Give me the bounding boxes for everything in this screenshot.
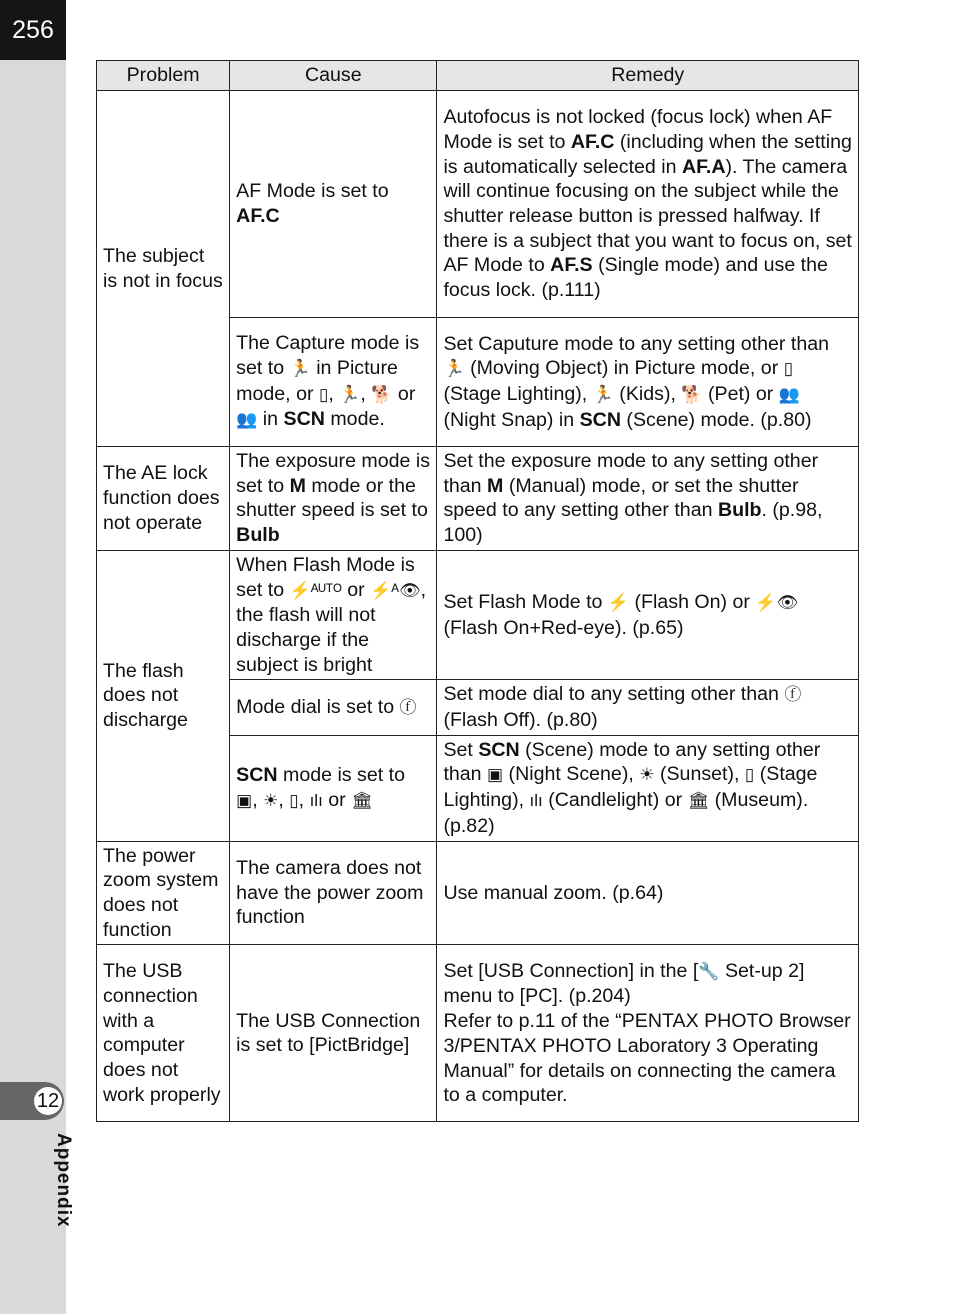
stage-lighting-icon: ▯ (318, 384, 329, 404)
problem-focus: The subject is not in focus (97, 91, 230, 447)
scn-icon: SCN (478, 738, 520, 761)
scn-icon: SCN (283, 408, 325, 431)
table-header-row (97, 61, 859, 91)
stage-lighting-icon: ▯ (289, 790, 299, 810)
m-mode-icon: M (289, 474, 306, 497)
af-c-icon: AF.C (236, 205, 280, 227)
problem-usb: The USB connection with a computer does not work properly (97, 945, 230, 1122)
kids-icon: 🏃 (339, 384, 361, 404)
page-number: 256 (0, 0, 66, 60)
remedy-exposure-mode: Set the exposure mode to any setting other than M (Manual) mode, or set the shutter speed to any setting other than Bulb. (p.98, 100) (437, 447, 859, 551)
table-row (97, 945, 859, 1122)
remedy-scn-mode: Set SCN (Scene) mode to any setting other than ▣ (Night Scene), ☀ (Sunset), ▯ (Stage Lighting), ılı (Candlelight) or 🏛 (Museum). (p.82) (437, 735, 859, 841)
stage-lighting-icon: ▯ (744, 765, 755, 785)
night-snap-icon: 👥 (778, 385, 800, 404)
flash-off-icon: ⓕ (399, 697, 417, 717)
header-problem: Problem (97, 61, 230, 91)
remedy-mode-dial: Set mode dial to any setting other than ⓕ (Flash Off). (p.80) (437, 680, 859, 735)
night-scene-icon: ▣ (236, 790, 253, 810)
remedy-focus: Autofocus is not locked (focus lock) when AF Mode is set to AF.C (including when the setting is automatically selected in AF.A). The camera will continue focusing on the subject while the shutter release button is pressed halfway. If there is a subject that you want to focus on, set AF Mode to AF.S (Single mode) and use the focus lock. (p.111) (437, 91, 859, 318)
pet-icon: 🐕 (371, 384, 393, 404)
table-row (97, 447, 859, 551)
moving-object-icon: 🏃 (289, 358, 311, 378)
candlelight-icon: ılı (309, 790, 323, 810)
remedy-flash-mode: Set Flash Mode to ⚡ (Flash On) or ⚡👁 (Flash On+Red-eye). (p.65) (437, 550, 859, 680)
table-row (97, 91, 859, 318)
moving-object-icon: 🏃 (443, 359, 465, 379)
cause-scn-mode: SCN mode is set to ▣, ☀, ▯, ılı or 🏛 (230, 735, 437, 841)
af-s-icon: AF.S (550, 254, 593, 277)
remedy-capture-mode: Set Caputure mode to any setting other than 🏃 (Moving Object) in Picture mode, or ▯ (Stage Lighting), 🏃 (Kids), 🐕 (Pet) or 👥 (Night Snap) in SCN (Scene) mode. (p.80) (437, 318, 859, 447)
cause-exposure-mode: The exposure mode is set to M mode or the shutter speed is set to Bulb (230, 447, 437, 551)
remedy-power-zoom: Use manual zoom. (p.64) (437, 841, 859, 945)
problem-ae-lock: The AE lock function does not operate (97, 447, 230, 551)
cause-capture-mode: The Capture mode is set to 🏃 in Picture mode, or ▯, 🏃, 🐕 or 👥 in SCN mode. (230, 318, 437, 447)
table-row (97, 841, 859, 945)
stage-lighting-icon: ▯ (783, 359, 794, 379)
cause-usb: The USB Connection is set to [PictBridge] (230, 945, 437, 1122)
kids-icon: 🏃 (592, 385, 614, 404)
pet-icon: 🐕 (681, 385, 703, 404)
museum-icon: 🏛 (687, 791, 710, 811)
flash-on-icon: ⚡ (607, 592, 630, 612)
bulb-icon: Bulb (717, 499, 762, 522)
table-row (97, 550, 859, 680)
auto-flash-icon: ⚡ᴬᵁᵀᴼ (289, 580, 342, 600)
scn-icon: SCN (579, 408, 621, 431)
auto-flash-redeye-icon: ⚡ᴬ👁 (370, 580, 421, 600)
sunset-icon: ☀ (263, 790, 279, 810)
sunset-icon: ☀ (639, 765, 655, 785)
troubleshooting-table (96, 60, 859, 1122)
cause-power-zoom: The camera does not have the power zoom function (230, 841, 437, 945)
problem-power-zoom: The power zoom system does not function (97, 841, 230, 945)
m-mode-icon: M (487, 474, 504, 497)
night-scene-icon: ▣ (487, 765, 504, 785)
flash-on-redeye-icon: ⚡👁 (755, 592, 799, 612)
cause-mode-dial: Mode dial is set to ⓕ (230, 680, 437, 735)
wrench-icon: 🔧 (698, 961, 720, 981)
cause-af-c: AF Mode is set to AF.C (230, 91, 437, 318)
remedy-usb: Set [USB Connection] in the [🔧 Set-up 2] menu to [PC]. (p.204) Refer to p.11 of the “PENTAX PHOTO Browser 3/PENTAX PHOTO Laboratory 3 Operating Manual” for details on connecting the camera to a computer. (437, 945, 859, 1122)
header-cause: Cause (230, 61, 437, 91)
bulb-icon: Bulb (236, 524, 280, 547)
header-remedy: Remedy (437, 61, 859, 91)
af-c-icon: AF.C (570, 130, 615, 153)
museum-icon: 🏛 (351, 790, 373, 810)
night-snap-icon: 👥 (236, 410, 258, 430)
scn-icon: SCN (236, 763, 278, 786)
cause-flash-mode: When Flash Mode is set to ⚡ᴬᵁᵀᴼ or ⚡ᴬ👁, the flash will not discharge if the subject is bright (230, 550, 437, 680)
chapter-label: Appendix (53, 1133, 74, 1228)
af-a-icon: AF.A (681, 155, 726, 178)
problem-flash: The flash does not discharge (97, 550, 230, 841)
chapter-number: 12 (34, 1087, 62, 1115)
candlelight-icon: ılı (529, 791, 543, 811)
flash-off-icon: ⓕ (784, 685, 802, 705)
